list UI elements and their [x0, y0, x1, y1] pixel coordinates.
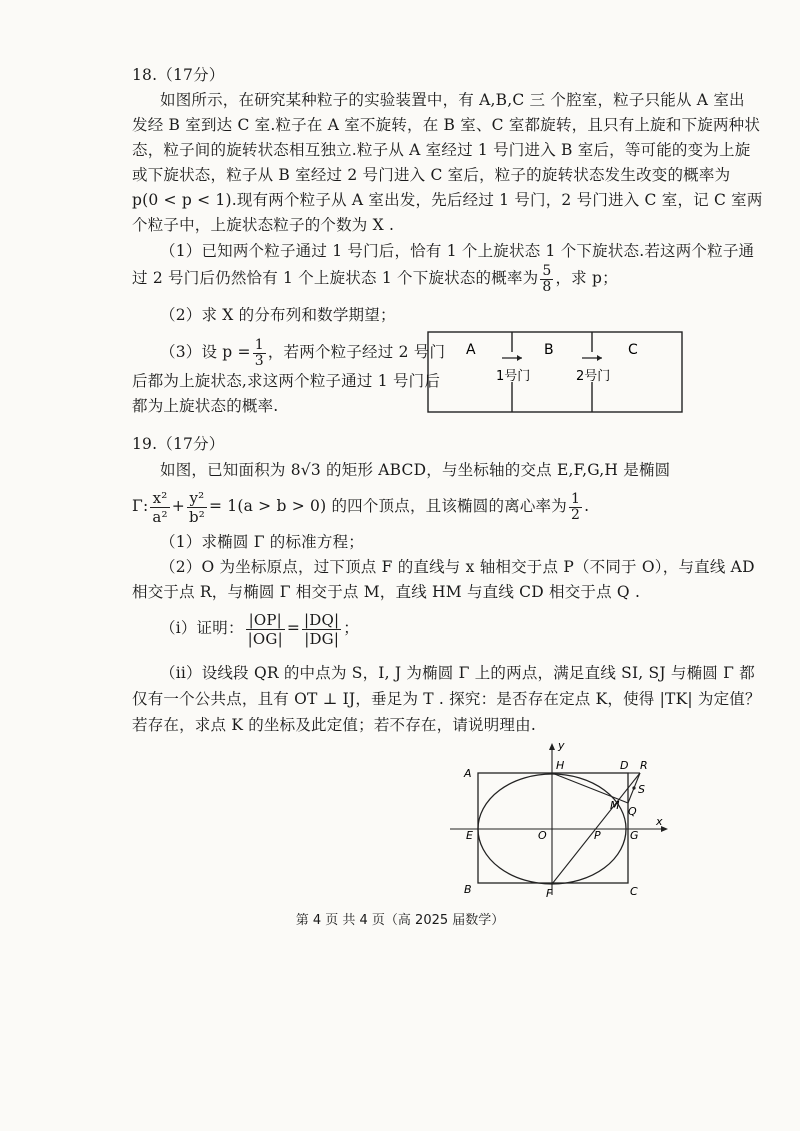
q18-part1-text: 过 2 号门后仍然恰有 1 个上旋状态 1 个下旋状态的概率为: [132, 269, 539, 287]
q18-part3-post: ，若两个粒子经过 2 号门: [267, 343, 446, 361]
fraction-denominator: |DG|: [304, 629, 340, 648]
q19-part2i-end: ；: [343, 619, 359, 637]
fraction-denominator: 2: [570, 506, 581, 523]
ellipse-rest: = 1(a > b > 0) 的四个顶点，且该椭圆的离心率为: [208, 497, 567, 515]
page-footer: 第 4 页 共 4 页（高 2025 届数学）: [295, 913, 505, 928]
q18-part1-fraction: [540, 264, 553, 295]
equals-sign: =: [286, 619, 301, 637]
q18-line-3: 态，粒子间的旋转状态相互独立.粒子从 A 室经过 1 号门进入 B 室后，等可能的变为上旋: [132, 141, 751, 159]
fraction-denominator: a²: [152, 507, 168, 526]
q19-part2ii-line-1: （ii）设线段 QR 的中点为 S，I, J 为椭圆 Γ 上的两点，满足直线 SI, SJ 与椭圆 Γ 都: [160, 664, 755, 682]
q19-part2ii-line-2: 仅有一个公共点，且有 OT ⊥ IJ，垂足为 T . 探究：是否存在定点 K，使得 |TK| 为定值？: [132, 690, 761, 708]
ratio-dq-dg: [302, 611, 341, 648]
q18-part3-line-1: [160, 332, 445, 372]
door1-label: 1号门: [496, 369, 531, 384]
q18-part3-pre: （3）设 p =: [160, 343, 251, 361]
room-a-label: A: [466, 342, 476, 358]
ratio-op-og: [246, 611, 285, 648]
label-p: P: [594, 829, 601, 842]
eccentricity-fraction: [569, 492, 582, 523]
label-g: G: [630, 829, 639, 842]
q18-part2: （2）求 X 的分布列和数学期望；: [160, 306, 396, 324]
fraction-denominator: 3: [254, 352, 264, 369]
label-o: O: [538, 829, 547, 842]
q18-line-5: p(0 < p < 1).现有两个粒子从 A 室出发，先后经过 1 号门，2 号门进入 C 室，记 C 室两: [132, 191, 763, 209]
q19-intro-line-2: [132, 484, 589, 528]
fraction-numerator: y²: [187, 489, 207, 508]
label-r: R: [640, 759, 648, 772]
q19-part2-line-2: 相交于点 R，与椭圆 Γ 相交于点 M，直线 HM 与直线 CD 相交于点 Q .: [132, 583, 641, 601]
fraction-denominator: 8: [542, 278, 552, 295]
q19-header: 19.（17分）: [132, 435, 225, 453]
fraction-numerator: 1: [570, 490, 581, 507]
label-h: H: [556, 759, 565, 772]
q18-part1-line-2: [132, 258, 618, 298]
q18-line-1: 如图所示，在研究某种粒子的实验装置中，有 A,B,C 三 个腔室，粒子只能从 A 室出: [160, 91, 745, 109]
q18-line-4: 或下旋状态，粒子从 B 室经过 2 号门进入 C 室后，粒子的旋转状态发生改变的概率为: [132, 166, 731, 184]
ellipse-figure: [440, 735, 680, 905]
label-b: B: [464, 883, 472, 896]
room-c-label: C: [628, 342, 638, 358]
room-b-label: B: [544, 342, 554, 358]
label-a: A: [464, 767, 472, 780]
fraction-numerator: x²: [150, 489, 169, 508]
door1-arrowhead: [517, 355, 522, 361]
q19-part2i: [160, 604, 359, 652]
q18-part1-end: ，求 p；: [555, 269, 618, 287]
door2-arrowhead: [597, 355, 602, 361]
ellipse-x-term: [150, 489, 169, 526]
q18-part3-fraction: [253, 338, 266, 369]
ellipse-name: Γ:: [132, 497, 149, 515]
q18-part3-line-2: 后都为上旋状态,求这两个粒子通过 1 号门后: [132, 372, 441, 390]
x-axis-label: x: [656, 815, 663, 828]
q19-intro-line-1: 如图，已知面积为 8√3 的矩形 ABCD，与坐标轴的交点 E,F,G,H 是椭圆: [160, 461, 671, 479]
q18-line-6: 个粒子中，上旋状态粒子的个数为 X .: [132, 216, 395, 234]
fraction-numerator: |DQ|: [304, 610, 340, 629]
label-c: C: [630, 885, 638, 898]
fraction-denominator: |OG|: [247, 629, 283, 648]
fraction-numerator: 1: [254, 336, 264, 353]
fraction-numerator: |OP|: [246, 611, 285, 630]
fraction-numerator: 5: [542, 262, 552, 279]
y-axis-arrow: [549, 743, 555, 750]
q19-part1: （1）求椭圆 Γ 的标准方程；: [160, 533, 364, 551]
q19-part2i-pre: （i）证明：: [160, 619, 244, 637]
label-d: D: [620, 759, 629, 772]
q19-part2-line-1: （2）O 为坐标原点，过下顶点 F 的直线与 x 轴相交于点 P（不同于 O），与直线 AD: [160, 558, 755, 576]
ellipse-y-term: [187, 489, 207, 526]
plus-sign: +: [171, 497, 185, 515]
label-f: F: [546, 887, 553, 900]
label-q: Q: [628, 805, 637, 818]
q18-header: 18.（17分）: [132, 66, 225, 84]
q18-part1-line-1: （1）已知两个粒子通过 1 号门后，恰有 1 个上旋状态 1 个下旋状态.若这两个粒子通: [160, 242, 755, 260]
label-e: E: [466, 829, 473, 842]
fraction-denominator: b²: [188, 507, 205, 526]
q19-part2ii-line-3: 若存在，求点 K 的坐标及此定值；若不存在，请说明理由.: [132, 716, 536, 734]
label-m: M: [610, 799, 620, 812]
q18-part3-line-3: 都为上旋状态的概率.: [132, 397, 279, 415]
y-axis-label: y: [558, 739, 565, 752]
label-s: S: [638, 783, 645, 796]
point-s: [632, 786, 635, 789]
door2-label: 2号门: [576, 369, 611, 384]
chamber-diagram: [426, 330, 686, 414]
eccentricity-end: .: [584, 497, 590, 515]
q18-line-2: 发经 B 室到达 C 室.粒子在 A 室不旋转，在 B 室、C 室都旋转，且只有上旋和下旋两种状: [132, 116, 761, 134]
